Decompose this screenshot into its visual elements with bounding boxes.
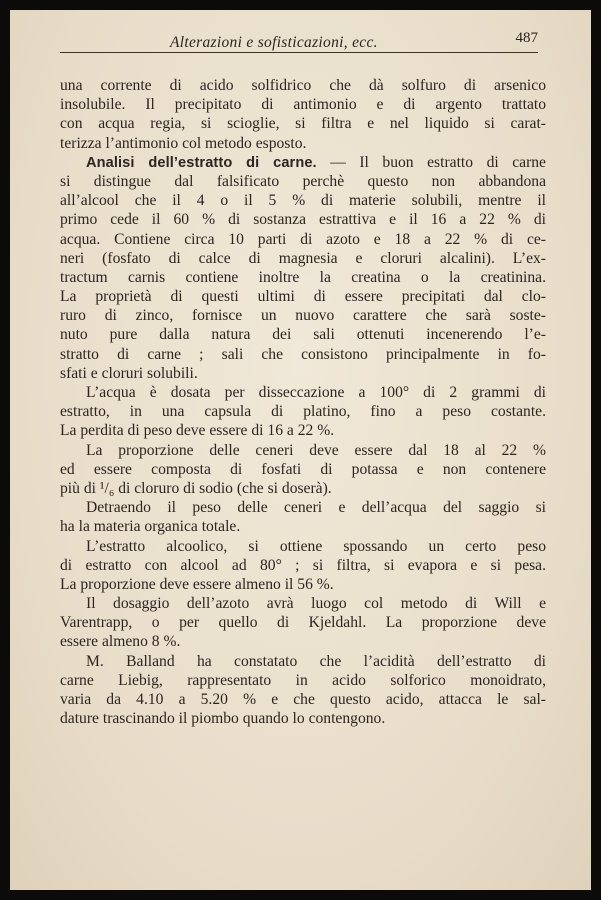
text-line: ed essere composta di fosfati di potassa e non contenere [60, 460, 546, 478]
text-line: ruro di zinco, fornisce un nuovo carattere che sarà soste- [60, 307, 546, 325]
text-line: essere almeno 8 %. [60, 633, 181, 651]
book-page [10, 10, 591, 890]
text-line: La proprietà di questi ultimi di essere precipitati dal clo- [60, 288, 546, 306]
text-line: insolubile. Il precipitato di antimonio e di argento trattato [60, 96, 546, 114]
text-line: Varentrapp, o per quello di Kjeldahl. La proporzione deve [60, 614, 546, 632]
text-line: tractum carnis contiene inoltre la creatina o la creatinina. [60, 268, 546, 286]
paragraph [60, 383, 546, 441]
text-line: si distingue dal falsificato perchè questo non abbandona [60, 172, 546, 190]
page-number: 487 [515, 30, 538, 46]
text-line: carne Liebig, rappresentato in acido solforico monoidrato, [60, 671, 546, 689]
text-line: La perdita di peso deve essere di 16 a 22 %. [60, 422, 335, 440]
paragraph [60, 652, 546, 729]
text-line: L’acqua è dosata per disseccazione a 100° di 2 grammi di [86, 384, 546, 401]
body-text [60, 76, 546, 728]
text-line: una corrente di acido solfidrico che dà solfuro di arsenico [60, 77, 546, 94]
text-line: La proporzione delle ceneri deve essere dal 18 al 22 % [86, 441, 546, 459]
running-title: Alterazioni e sofisticazioni, ecc. [170, 34, 378, 51]
text-line: La proporzione deve essere almeno il 56 %. [60, 575, 334, 593]
text-line: varia da 4.10 a 5.20 % e che questo acido, attacca le sal- [60, 691, 546, 708]
text-line: M. Balland ha constatato che l’acidità dell’estratto di [86, 652, 546, 670]
text-line: all’alcool che il 4 o il 5 % di materie solubili, mentre il [60, 192, 546, 210]
paragraph [60, 498, 546, 536]
paragraph [60, 441, 546, 499]
text-line: neri (fosfato di calce di magnesia e cloruri alcalini). L’ex- [60, 249, 546, 267]
text-line: Detraendo il peso delle ceneri e dell’acqua del saggio si [86, 499, 546, 517]
text-line: primo cede il 60 % di sostanza estrattiva e il 16 a 22 % di [60, 211, 546, 229]
text-line: con acqua regia, si scioglie, si filtra e nel liquido si carat- [60, 115, 546, 133]
heading-continuation: — Il buon estratto di carne [316, 153, 546, 171]
text-line: Il dosaggio dell’azoto avrà luogo col metodo di Will e [86, 595, 546, 613]
text-line: terizza l’antimonio col metodo esposto. [60, 134, 307, 152]
text-line: stratto di carne ; sali che consistono principalmente in fo- [60, 345, 546, 363]
paragraph [60, 153, 546, 383]
page-header [60, 24, 538, 50]
paragraph [60, 537, 546, 595]
text-line [60, 153, 546, 172]
text-line: dature trascinando il piombo quando lo contengono. [60, 710, 386, 728]
header-rule [60, 52, 538, 53]
text-line: ha la materia organica totale. [60, 518, 241, 536]
text-line: di estratto con alcool ad 80° ; si filtra, si evapora e si pesa. [60, 556, 546, 574]
text-line: nuto pure dalla natura dei sali ottenuti incenerendo l’e- [60, 326, 546, 344]
section-heading: Analisi dell’estratto di carne. [86, 154, 317, 171]
text-line: più di ¹/₆ di cloruro di sodio (che si doserà). [60, 479, 332, 497]
text-line: acqua. Contiene circa 10 parti di azoto e 18 a 22 % di ce- [60, 230, 546, 248]
paragraph [60, 76, 546, 153]
text-line: sfati e cloruri solubili. [60, 364, 198, 382]
text-line: estratto, in una capsula di platino, fino a peso costante. [60, 403, 546, 421]
text-line: L’estratto alcoolico, si ottiene spossando un certo peso [86, 537, 546, 555]
paragraph [60, 594, 546, 652]
